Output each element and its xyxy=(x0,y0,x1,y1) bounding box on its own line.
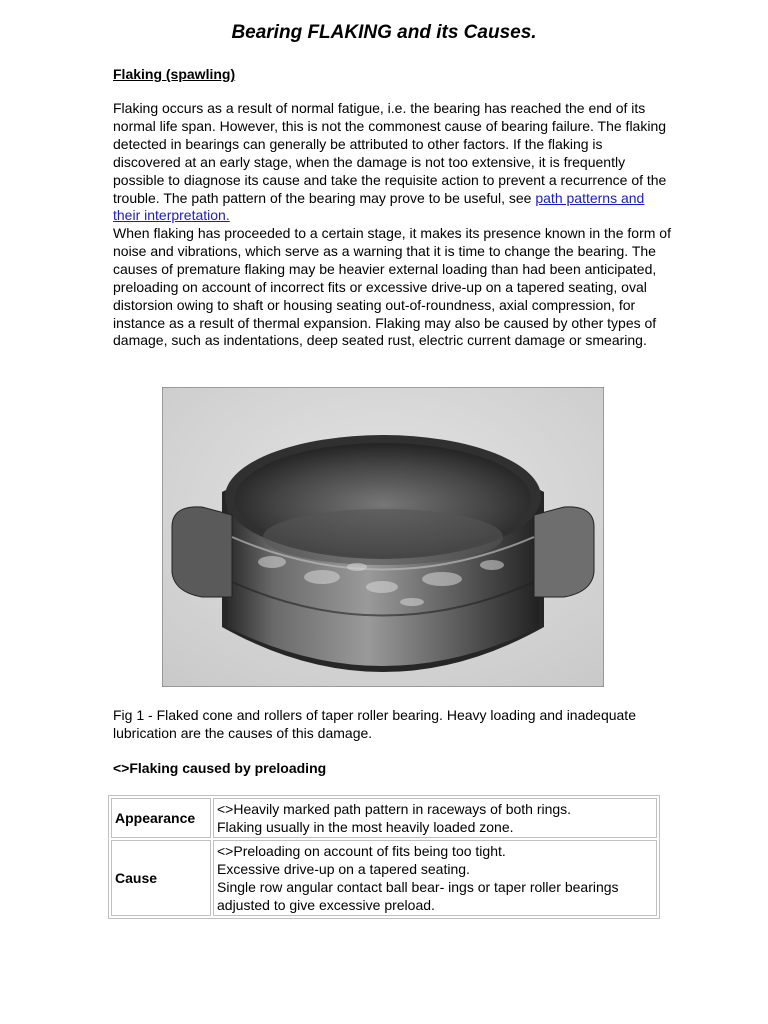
cause-label: Cause xyxy=(111,840,211,916)
path-patterns-link[interactable]: path patterns and their interpretation. xyxy=(113,189,645,224)
cause-line: Excessive drive-up on a tapered seating. xyxy=(217,861,470,877)
subheading-preloading: <>Flaking caused by preloading xyxy=(113,760,327,776)
damage-table xyxy=(108,795,660,919)
appearance-line: Flaking usually in the most heavily loaded zone. xyxy=(217,819,514,835)
cause-line: adjusted to give excessive preload. xyxy=(217,897,435,913)
flaked-bearing-photo xyxy=(162,387,604,687)
page-title: Bearing FLAKING and its Causes. xyxy=(231,22,537,43)
figure-caption: Fig 1 - Flaked cone and rollers of taper roller bearing. Heavy loading and inadequate lubrication are the causes of this damage. xyxy=(113,707,636,741)
appearance-label: Appearance xyxy=(111,798,211,838)
section-heading: Flaking (spawling) xyxy=(113,66,236,82)
appearance-line: <>Heavily marked path pattern in raceways of both rings. xyxy=(217,801,572,817)
cause-line: Single row angular contact ball bear- ings or taper roller bearings xyxy=(217,879,619,895)
cause-line: <>Preloading on account of fits being too tight. xyxy=(217,843,506,859)
table-row-appearance xyxy=(111,798,657,838)
appearance-value xyxy=(213,798,657,838)
paragraph-intro-text: Flaking occurs as a result of normal fatigue, i.e. the bearing has reached the end of its normal life span. However, this is not the commonest cause of bearing failure. The flaking detected in bearings can generally be attributed to other factors. If the flaking is discovered at an early stage, when the damage is not too extensive, it is frequently possible to diagnose its cause and take the requisite action to prevent a recurrence of the trouble. The path pattern of the bearing may prove to be useful, see xyxy=(113,100,667,206)
cause-value xyxy=(213,840,657,916)
table-row-cause xyxy=(111,840,657,916)
paragraph-intro xyxy=(113,100,673,225)
paragraph-causes: When flaking has proceeded to a certain stage, it makes its presence known in the form of noise and vibrations, which serve as a warning that it is time to change the bearing. The causes of premature flaking may be heavier external loading than had been anticipated, preloading on account of incorrect fits or excessive drive-up on a tapered seating, oval distorsion owing to shaft or housing seating out-of-roundness, axial compression, for instance as a result of thermal expansion. Flaking may also be caused by other types of damage, such as indentations, deep seated rust, electric current damage or smearing. xyxy=(113,225,671,349)
